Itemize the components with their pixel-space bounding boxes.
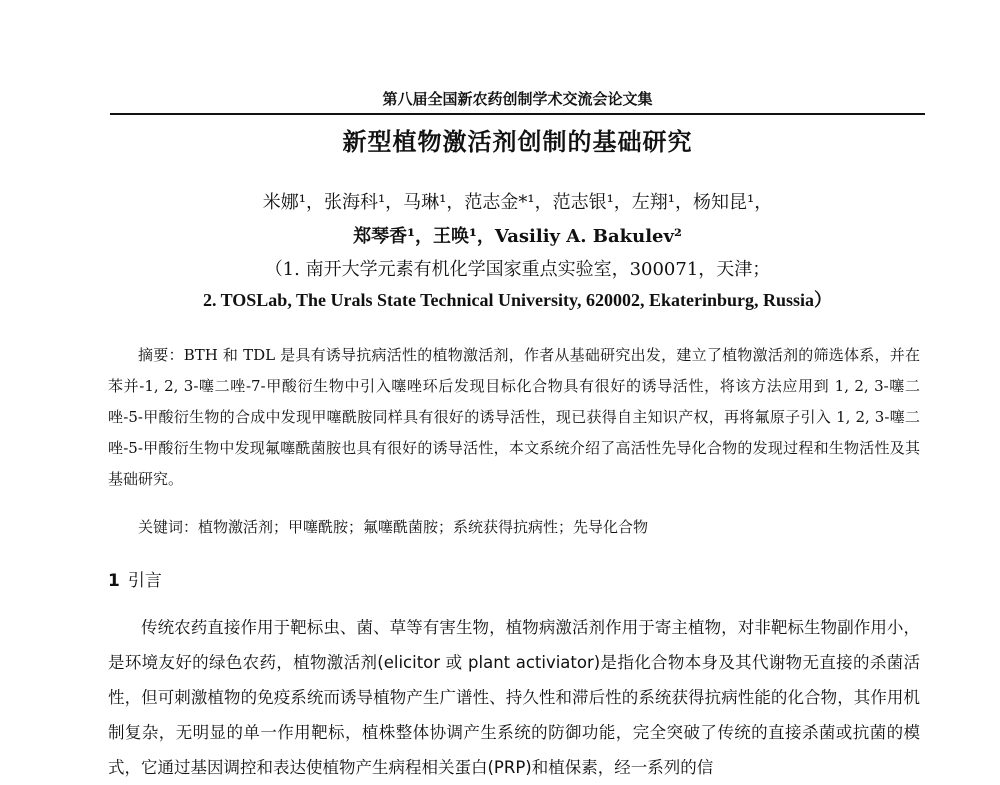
authors-line-1: 米娜¹，张海科¹，马琳¹，范志金*¹，范志银¹，左翔¹，杨知昆¹，: [262, 192, 773, 213]
author-list: [110, 186, 925, 254]
paper-title: 新型植物激活剂创制的基础研究: [342, 128, 693, 156]
keywords: 关键词：植物激活剂；甲噻酰胺；氟噻酰菌胺；系统获得抗病性；先导化合物: [138, 518, 649, 536]
section-heading: [108, 566, 162, 591]
body-paragraph: 传统农药直接作用于靶标虫、菌、草等有害生物，植物病激活剂作用于寄主植物，对非靶标生物副作用小，是环境友好的绿色农药，植物激活剂(elicitor 或 plant activiator)是指化合物本身及其代谢物无直接的杀菌活性，但可刺激植物的免疫系统而诱导植物产生广谱性、持久性和滞后性的系统获得抗病性能的化合物，其作用机制复杂，无明显的单一作用靶标，植株整体协调产生系统的防御功能，完全突破了传统的直接杀菌或抗菌的模式，它通过基因调控和表达使植物产生病程相关蛋白(PRP)和植保素，经一系列的信: [108, 618, 920, 777]
affiliations: [110, 254, 925, 316]
proceedings-header: 第八届全国新农药创制学术交流会论文集: [110, 88, 925, 115]
section-number: 1: [108, 571, 120, 591]
affiliation-line-1: （1. 南开大学元素有机化学国家重点实验室，300071，天津；: [264, 259, 771, 280]
abstract: 摘要：BTH 和 TDL 是具有诱导抗病活性的植物激活剂，作者从基础研究出发，建立了植物激活剂的筛选体系，并在苯并-1, 2, 3-噻二唑-7-甲酸衍生物中引入噻唑环后发现目标化合物具有很好的诱导活性，将该方法应用到 1, 2, 3-噻二唑-5-甲酸衍生物的合成中发现甲噻酰胺同样具有很好的诱导活性，现已获得自主知识产权，再将氟原子引入 1, 2, 3-噻二唑-5-甲酸衍生物中发现氟噻酰菌胺也具有很好的诱导活性，本文系统介绍了高活性先导化合物的发现过程和生物活性及其基础研究。: [108, 346, 920, 488]
authors-line-2: 郑琴香¹，王唤¹，Vasiliy A. Bakulev²: [353, 226, 682, 247]
section-title: 引言: [127, 571, 162, 591]
affiliation-line-2: 2. TOSLab, The Urals State Technical University, 620002, Ekaterinburg, Russia）: [202, 290, 833, 310]
